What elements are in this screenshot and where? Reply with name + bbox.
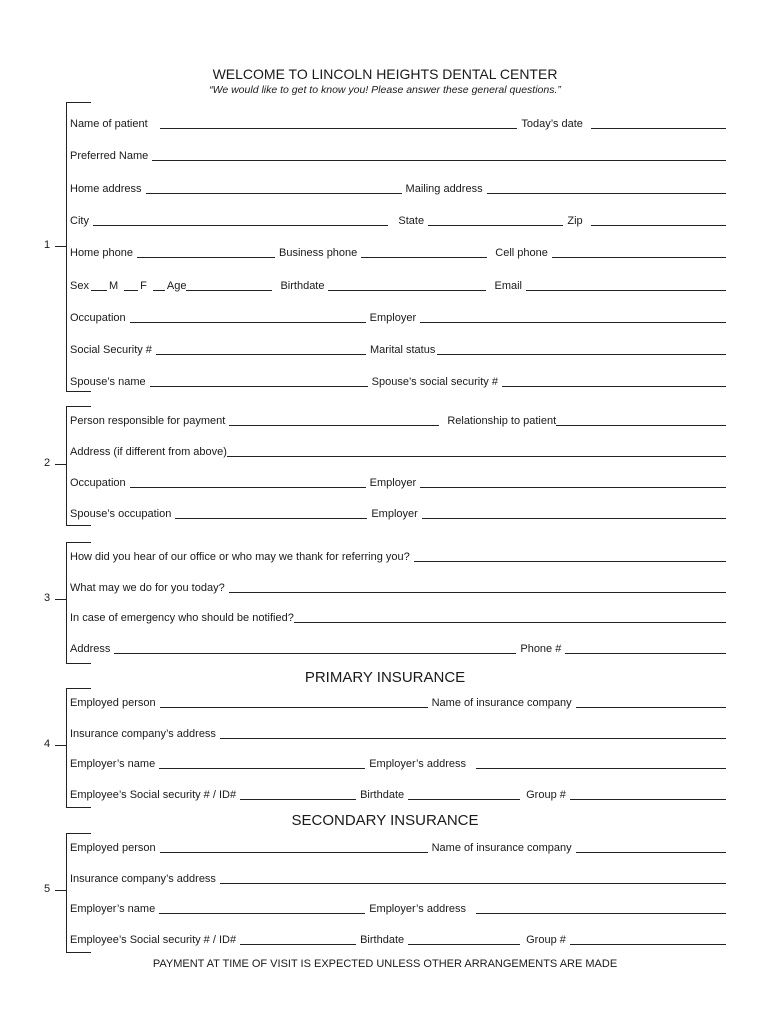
mailing-address-field[interactable] [487,192,726,194]
primary-employed-person-label: Employed person [70,697,156,709]
primary-group-field[interactable] [570,798,726,800]
row-referral [70,548,726,564]
resp-employer-input[interactable] [420,486,726,498]
todays-date-input[interactable] [591,127,726,139]
resp-address-input[interactable] [227,455,726,467]
emergency-input[interactable] [294,621,726,633]
referral-label: How did you hear of our office or who may we thank for referring you? [70,551,410,563]
primary-employer-address-input[interactable] [476,767,726,779]
primary-employed-person-input[interactable] [160,706,428,718]
home-address-input[interactable] [146,192,402,204]
emergency-phone-input[interactable] [565,652,726,664]
row-secondary-employer [70,900,726,916]
row-patient-name [70,115,726,131]
home-address-label: Home address [70,183,142,195]
home-phone-input[interactable] [137,256,275,268]
email-label: Email [494,280,522,292]
row-preferred-name [70,147,726,163]
secondary-birthdate-label: Birthdate [360,934,405,946]
marital-status-input[interactable] [437,353,726,365]
resp-employer-field[interactable] [420,486,726,488]
employer-field[interactable] [420,321,726,323]
mailing-address-label: Mailing address [405,183,483,195]
secondary-employee-ssn-input[interactable] [240,943,356,955]
primary-company-name-field[interactable] [576,706,726,708]
row-secondary-ssn [70,931,726,947]
email-field[interactable] [526,289,726,291]
secondary-company-name-input[interactable] [576,851,726,863]
sex-f-field[interactable] [124,289,138,291]
responsible-field[interactable] [229,424,439,426]
section-5-number: 5 [44,883,51,895]
emergency-address-input[interactable] [114,652,516,664]
spouse-employer-field[interactable] [422,517,726,519]
secondary-company-address-label: Insurance company’s address [70,873,216,885]
ssn-label: Social Security # [70,344,152,356]
home-address-field[interactable] [146,192,402,194]
name-of-patient-field[interactable] [160,127,518,129]
row-emergency [70,609,726,625]
section-4-tick [55,745,66,746]
occupation-field[interactable] [130,321,366,323]
secondary-group-input[interactable] [570,943,726,955]
emergency-phone-label: Phone # [520,643,562,655]
resp-occupation-label: Occupation [70,477,126,489]
primary-company-name-label: Name of insurance company [431,697,572,709]
age-blank [153,289,165,291]
mailing-address-input[interactable] [487,192,726,204]
primary-insurance-heading: PRIMARY INSURANCE [304,669,466,686]
secondary-company-name-label: Name of insurance company [431,842,572,854]
secondary-employer-address-input[interactable] [476,912,726,924]
spouse-occupation-input[interactable] [175,517,367,529]
section-2-tick [55,464,66,465]
marital-status-label: Marital status [369,344,436,356]
state-label: State [398,215,425,227]
spouse-occupation-field[interactable] [175,517,367,519]
emergency-label: In case of emergency who should be notified? [70,612,294,624]
sex-f-label: F [140,280,147,292]
section-2-number: 2 [44,457,51,469]
primary-employee-ssn-field[interactable] [240,798,356,800]
secondary-employee-ssn-field[interactable] [240,943,356,945]
secondary-employed-person-field[interactable] [160,851,428,853]
age-input[interactable] [186,289,272,301]
form-subtitle: “We would like to get to know you! Please answer these general questions.” [209,84,561,96]
emergency-address-label: Address [70,643,111,655]
row-primary-company-address [70,725,726,741]
name-of-patient-label: Name of patient [70,118,148,130]
secondary-birthdate-input[interactable] [408,943,520,955]
city-input[interactable] [93,224,388,236]
secondary-group-field[interactable] [570,943,726,945]
secondary-employer-name-label: Employer’s name [70,903,156,915]
payment-notice: PAYMENT AT TIME OF VISIT IS EXPECTED UNLESS OTHER ARRANGEMENTS ARE MADE [152,958,618,970]
primary-employee-ssn-label: Employee’s Social security # / ID# [70,789,237,801]
home-phone-label: Home phone [70,247,133,259]
row-secondary-employed [70,839,726,855]
referral-field[interactable] [414,560,726,562]
birthdate-input[interactable] [328,289,486,301]
birthdate-label: Birthdate [280,280,325,292]
spouse-ssn-label: Spouse’s social security # [371,376,498,388]
primary-group-label: Group # [526,789,566,801]
primary-employed-person-field[interactable] [160,706,428,708]
row-secondary-company-address [70,870,726,886]
preferred-name-label: Preferred Name [70,150,149,162]
email-input[interactable] [526,289,726,301]
age-label: Age [166,280,187,292]
primary-company-address-field[interactable] [220,737,726,739]
resp-occupation-field[interactable] [130,486,366,488]
spouse-ssn-input[interactable] [502,385,726,397]
row-address [70,180,726,196]
cell-phone-label: Cell phone [495,247,548,259]
primary-employee-ssn-input[interactable] [240,798,356,810]
referral-input[interactable] [414,560,726,572]
todays-date-field[interactable] [591,127,726,129]
row-sex-age [70,277,726,293]
secondary-employee-ssn-label: Employee’s Social security # / ID# [70,934,237,946]
row-primary-employer [70,755,726,771]
row-resp-occupation [70,474,726,490]
row-spouse-occupation [70,505,726,521]
row-city [70,212,726,228]
occupation-input[interactable] [130,321,366,333]
cell-phone-field[interactable] [552,256,726,258]
section-1-number: 1 [44,239,51,251]
sex-m-label: M [108,280,119,292]
secondary-company-address-input[interactable] [220,882,726,894]
primary-employer-address-label: Employer’s address [369,758,466,770]
primary-birthdate-field[interactable] [408,798,520,800]
sex-m-field[interactable] [91,289,107,291]
spouse-name-field[interactable] [150,385,368,387]
preferred-name-field[interactable] [152,159,726,161]
business-phone-field[interactable] [361,256,487,258]
primary-company-address-input[interactable] [220,737,726,749]
spouse-name-label: Spouse’s name [70,376,146,388]
spouse-occupation-label: Spouse’s occupation [70,508,172,520]
business-phone-label: Business phone [279,247,358,259]
section-4-number: 4 [44,738,51,750]
secondary-employer-address-field[interactable] [476,912,726,914]
primary-company-name-input[interactable] [576,706,726,718]
birthdate-field[interactable] [328,289,486,291]
resp-address-label: Address (if different from above) [70,446,227,458]
secondary-employer-address-label: Employer’s address [369,903,466,915]
secondary-group-label: Group # [526,934,566,946]
responsible-input[interactable] [229,424,439,436]
state-field[interactable] [428,224,563,226]
relationship-input[interactable] [556,424,726,436]
home-phone-field[interactable] [137,256,275,258]
section-3-number: 3 [44,592,51,604]
secondary-company-address-field[interactable] [220,882,726,884]
resp-address-field[interactable] [227,455,726,457]
resp-employer-label: Employer [369,477,417,489]
row-primary-ssn [70,786,726,802]
primary-employer-name-field[interactable] [159,767,365,769]
row-responsible [70,412,726,428]
section-1-tick [55,246,66,247]
form-title: WELCOME TO LINCOLN HEIGHTS DENTAL CENTER [212,66,558,82]
preferred-name-input[interactable] [152,159,726,171]
primary-company-address-label: Insurance company’s address [70,728,216,740]
row-emergency-address [70,640,726,656]
business-phone-input[interactable] [361,256,487,268]
primary-birthdate-input[interactable] [408,798,520,810]
ssn-field[interactable] [156,353,366,355]
emergency-address-field[interactable] [114,652,516,654]
spouse-name-input[interactable] [150,385,368,397]
secondary-birthdate-field[interactable] [408,943,520,945]
row-occupation [70,309,726,325]
sex-label: Sex [70,280,89,292]
primary-employer-name-label: Employer’s name [70,758,156,770]
resp-occupation-input[interactable] [130,486,366,498]
primary-employer-name-input[interactable] [159,767,365,779]
zip-label: Zip [567,215,583,227]
relationship-label: Relationship to patient [447,415,557,427]
relationship-field[interactable] [556,424,726,426]
secondary-company-name-field[interactable] [576,851,726,853]
section-5-tick [55,890,66,891]
emergency-phone-field[interactable] [565,652,726,654]
zip-input[interactable] [591,224,726,236]
row-ssn [70,341,726,357]
emergency-field[interactable] [294,621,726,623]
visit-reason-label: What may we do for you today? [70,582,225,594]
zip-field[interactable] [591,224,726,226]
occupation-label: Occupation [70,312,126,324]
responsible-label: Person responsible for payment [70,415,226,427]
primary-birthdate-label: Birthdate [360,789,405,801]
spouse-employer-label: Employer [371,508,418,520]
secondary-employed-person-input[interactable] [160,851,428,863]
primary-employer-address-field[interactable] [476,767,726,769]
todays-date-label: Today’s date [521,118,583,130]
employer-input[interactable] [420,321,726,333]
primary-group-input[interactable] [570,798,726,810]
secondary-employed-person-label: Employed person [70,842,156,854]
cell-phone-input[interactable] [552,256,726,268]
secondary-employer-name-field[interactable] [159,912,365,914]
state-input[interactable] [428,224,563,236]
spouse-employer-input[interactable] [422,517,726,529]
name-of-patient-input[interactable] [160,127,518,139]
visit-reason-input[interactable] [229,591,726,603]
marital-status-field[interactable] [437,353,726,355]
row-visit-reason [70,579,726,595]
visit-reason-field[interactable] [229,591,726,593]
section-3-tick [55,599,66,600]
city-label: City [70,215,89,227]
city-field[interactable] [93,224,388,226]
row-primary-employed [70,694,726,710]
spouse-ssn-field[interactable] [502,385,726,387]
employer-label: Employer [369,312,417,324]
secondary-employer-name-input[interactable] [159,912,365,924]
row-phones [70,244,726,260]
age-field[interactable] [186,289,272,291]
ssn-input[interactable] [156,353,366,365]
row-resp-address [70,443,726,459]
secondary-insurance-heading: SECONDARY INSURANCE [291,812,479,829]
row-spouse [70,373,726,389]
